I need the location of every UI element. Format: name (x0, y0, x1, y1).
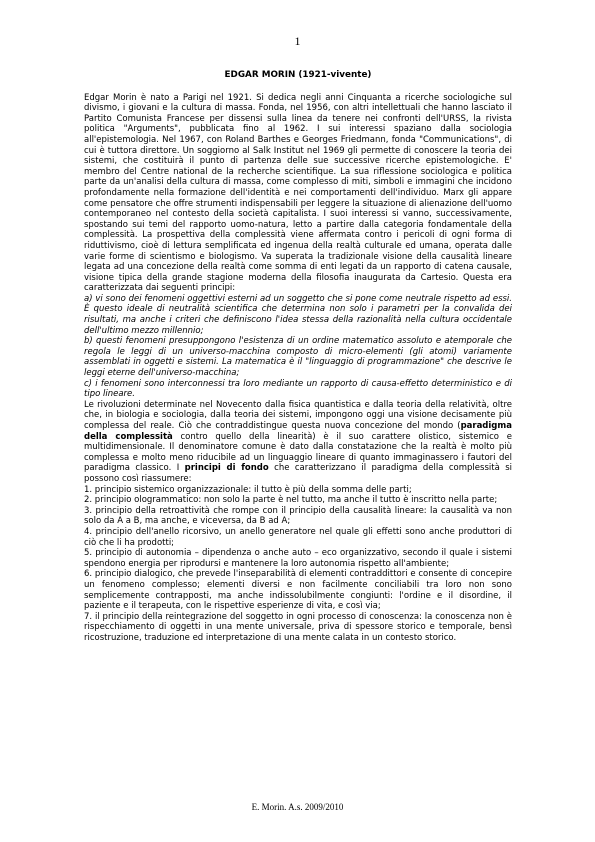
revolution-text-3: che caratterizzano il paradigma della complessità si possono così riassumere: (84, 463, 512, 484)
complexity-principle-2: 2. principio ologrammatico: non solo la parte è nel tutto, ma anche il tutto è inscritto nella parte; (84, 495, 498, 506)
complexity-principle-6: 6. principio dialogico, che prevede l'inseparabilità di elementi contraddittori e consente di concepire un fenomeno complesso; elementi diversi e non facilmente conciliabili tra loro non sono semplicemente contrapposti, ma anche indissolubilmente congiunti: l'ordine e il disordine, il paziente e il terapeuta, con le rispettive esperienze di vita, e così via; (84, 569, 512, 612)
classic-principle-c: c) i fenomeni sono interconnessi tra loro mediante un rapporto di causa-effetto deterministico e di tipo lineare. (84, 378, 512, 400)
page-footer: E. Morin. A.s. 2009/2010 (251, 802, 344, 812)
revolution-text-1: Le rivoluzioni determinate nel Novecento dalla fisica quantistica e dalla teoria della relatività, oltre che, in biologia e sociologia, dalla teoria dei sistemi, impongono oggi una visione decisamente più complessa del reale. Ciò che contraddistingue questa nuova concezione del mondo ( (84, 399, 512, 431)
complexity-principle-7: 7. il principio della reintegrazione del soggetto in ogni processo di conoscenza: la conoscenza non è rispecchiamento di oggetti in una mente universale, priva di spessore storico e temporale, bensì ricostruzione, traduzione ed interpretazione di una mente calata in un contesto storico. (84, 611, 512, 643)
complexity-principle-5: 5. principio di autonomia – dipendenza o anche auto – eco organizzativo, secondo il quale i sistemi spendono energia per riprodursi e mantenere la loro autonomia rispetto all'ambiente; (84, 548, 512, 569)
complexity-principle-4: 4. principio dell'anello ricorsivo, un anello generatore nel quale gli effetti sono anche produttori di ciò che li ha prodotti; (84, 526, 512, 548)
page-number: 1 (294, 34, 301, 48)
revolution-paragraph (84, 400, 512, 485)
document-title: EDGAR MORIN (1921-vivente) (224, 70, 372, 80)
classic-principle-b: b) questi fenomeni presuppongono l'esistenza di un ordine matematico assoluto e atemporale che regola le leggi di un universo-macchina composto di micro-elementi (gli atomi) variamente assemblati in oggetti e sistemi. La matematica è il "linguaggio di programmazione" che descrive le leggi eterne dell'universo-macchina; (84, 336, 512, 379)
complexity-principle-3: 3. principio della retroattività che rompe con il principio della causalità lineare: la causalità va non solo da A a B, ma anche, e viceversa, da B ad A; (84, 505, 512, 527)
classic-principle-a: a) vi sono dei fenomeni oggettivi esterni ad un soggetto che si pone come neutrale rispetto ad essi. È questo ideale di neutralità scientifica che determina non solo i parametri per la convalida dei risultati, ma anche i criteri che definiscono l'idea stessa della razionalità nella cultura occidentale dell'ultimo mezzo millennio; (84, 293, 512, 336)
complexity-principle-1: 1. principio sistemico organizzazionale: il tutto è più della somma delle parti; (84, 484, 412, 495)
basic-principles-term: principi di fondo (184, 463, 269, 474)
revolution-text-2: contro quello della linearità) è il suo carattere olistico, sistemico e multidimensionale. Il denominatore comune è dato dalla constatazione che la realtà è molto più complessa e molto meno riducibile ad un linguaggio lineare di quanto immaginassero i fautori del paradigma classico. I (84, 431, 512, 474)
document-body (84, 70, 512, 643)
intro-paragraph: Edgar Morin è nato a Parigi nel 1921. Si dedica negli anni Cinquanta a ricerche sociologiche sul divismo, i giovani e la cultura di massa. Fonda, nel 1956, con altri intellettuali che hanno lasciato il Partito Comunista Francese per dissensi sulla linea da tenere nei confronti dell'URSS, la rivista politica "Arguments", pubblicata fino al 1962. I sui interessi spaziano dalla sociologia all'epistemologia. Nel 1967, con Roland Barthes e Georges Friedmann, fonda "Communications", di cui è tuttora direttore. Un soggiorno al Salk Institut nel 1969 gli permette di conoscere la teoria dei sistemi, che costituirà il punto di partenza delle sue successive ricerche epistemologiche. E' membro del Centre national de la recherche scientifique. La sua riflessione sociologica e politica parte da un'analisi della cultura di massa, come complesso di miti, simboli e immagini che incidono profondamente nella formazione dell'identità e nei comportamenti dell'individuo. Marx gli appare come pensatore che offre strumenti indispensabili per leggere la situazione di alienazione dell'uomo contemporaneo nel contesto della società capitalista. I suoi interessi si vanno, successivamente, spostando sui temi del rapporto uomo-natura, letto a partire dalla categoria fondamentale della complessità. La prospettiva della complessità viene affermata contro i pericoli di ogni forma di riduttivismo, cioè di lettura semplificata ed ingenua della realtà culturale ed umana, operata dalle varie forme di scientismo e biologismo. Va superata la tradizionale visione della causalità lineare legata ad una concezione della realtà come somma di enti legati da un rapporto di catena causale, visione tipica della grande stagione moderna della filosofia inaugurata da Cartesio. Questa era caratterizzata dai seguenti principi: (84, 92, 512, 294)
complexity-paradigm-term: paradigma della complessità (84, 421, 512, 442)
